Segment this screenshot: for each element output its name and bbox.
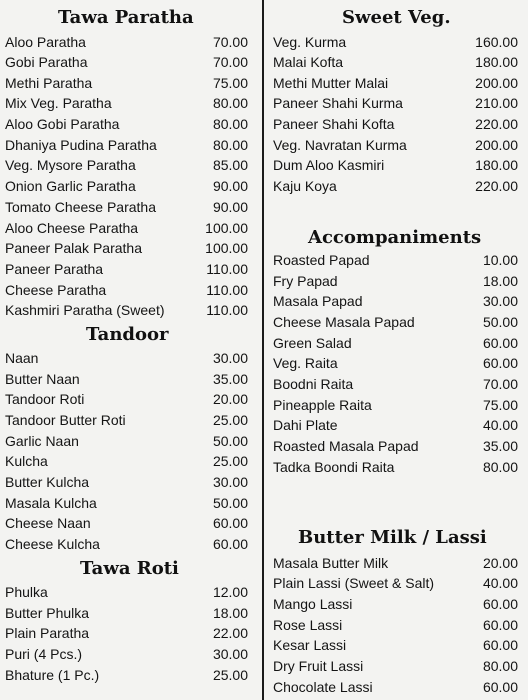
section-title-tawa-roti: Tawa Roti	[80, 558, 179, 579]
menu-item	[273, 73, 518, 93]
item-price: 10.00	[482, 252, 518, 268]
menu-item	[5, 623, 248, 643]
item-name: Mango Lassi	[273, 596, 353, 612]
item-name: Veg. Mysore Paratha	[5, 157, 136, 173]
item-price: 100.00	[205, 220, 248, 236]
menu-item	[273, 374, 518, 394]
item-name: Methi Paratha	[5, 75, 93, 91]
menu-item	[5, 259, 248, 279]
item-name: Tandoor Roti	[5, 391, 85, 407]
item-name: Aloo Gobi Paratha	[5, 116, 120, 132]
item-price: 35.00	[482, 438, 518, 454]
menu-item	[5, 389, 248, 409]
item-name: Fry Papad	[273, 273, 338, 289]
item-price: 60.00	[482, 596, 518, 612]
menu-item	[273, 615, 518, 635]
item-name: Butter Phulka	[5, 605, 90, 621]
item-price: 100.00	[205, 240, 248, 256]
item-name: Plain Paratha	[5, 625, 90, 641]
item-price: 80.00	[212, 137, 248, 153]
item-name: Dry Fruit Lassi	[273, 658, 364, 674]
menu-item	[273, 353, 518, 373]
item-price: 210.00	[475, 95, 518, 111]
item-name: Tomato Cheese Paratha	[5, 199, 156, 215]
item-price: 110.00	[206, 282, 248, 298]
menu-item	[5, 176, 248, 196]
item-name: Dum Aloo Kasmiri	[273, 157, 385, 173]
item-name: Plain Lassi (Sweet & Salt)	[273, 575, 435, 591]
menu-item	[273, 395, 518, 415]
menu-item	[5, 582, 248, 602]
menu-item	[5, 431, 248, 451]
item-name: Kesar Lassi	[273, 637, 347, 653]
item-price: 60.00	[212, 536, 248, 552]
item-price: 70.00	[212, 54, 248, 70]
item-name: Aloo Cheese Paratha	[5, 220, 139, 236]
menu-item	[273, 271, 518, 291]
menu-item	[273, 135, 518, 155]
item-name: Cheese Naan	[5, 515, 91, 531]
item-price: 22.00	[212, 625, 248, 641]
item-price: 18.00	[212, 605, 248, 621]
item-price: 40.00	[482, 575, 518, 591]
item-price: 180.00	[475, 54, 518, 70]
item-name: Mix Veg. Paratha	[5, 95, 112, 111]
menu-item	[273, 457, 518, 477]
item-price: 110.00	[206, 302, 248, 318]
item-price: 220.00	[475, 178, 518, 194]
item-price: 90.00	[212, 178, 248, 194]
menu-item	[5, 32, 248, 52]
item-name: Onion Garlic Paratha	[5, 178, 136, 194]
menu-item	[273, 52, 518, 72]
menu-item	[273, 93, 518, 113]
item-price: 35.00	[212, 371, 248, 387]
item-name: Tandoor Butter Roti	[5, 412, 126, 428]
item-price: 12.00	[212, 584, 248, 600]
menu-item	[273, 415, 518, 435]
item-name: Roasted Papad	[273, 252, 370, 268]
menu-item	[5, 135, 248, 155]
menu-item	[273, 573, 518, 593]
column-divider	[262, 0, 264, 700]
item-name: Malai Kofta	[273, 54, 344, 70]
item-price: 50.00	[482, 314, 518, 330]
item-name: Veg. Raita	[273, 355, 338, 371]
menu-item	[273, 176, 518, 196]
menu-item	[273, 291, 518, 311]
menu-item	[5, 93, 248, 113]
item-price: 80.00	[212, 116, 248, 132]
menu-item	[273, 436, 518, 456]
item-name: Puri (4 Pcs.)	[5, 646, 83, 662]
item-name: Kashmiri Paratha (Sweet)	[5, 302, 165, 318]
item-name: Cheese Kulcha	[5, 536, 100, 552]
item-price: 180.00	[475, 157, 518, 173]
menu-item	[5, 348, 248, 368]
item-price: 30.00	[482, 293, 518, 309]
item-name: Paneer Palak Paratha	[5, 240, 142, 256]
menu-item	[5, 644, 248, 664]
item-name: Butter Kulcha	[5, 474, 90, 490]
item-price: 30.00	[212, 350, 248, 366]
menu-item	[5, 52, 248, 72]
item-name: Cheese Paratha	[5, 282, 107, 298]
item-name: Methi Mutter Malai	[273, 75, 389, 91]
item-name: Paneer Shahi Kofta	[273, 116, 395, 132]
item-price: 160.00	[475, 34, 518, 50]
item-price: 60.00	[482, 617, 518, 633]
menu-item	[5, 218, 248, 238]
section-title-accompaniments: Accompaniments	[308, 227, 482, 248]
item-name: Roasted Masala Papad	[273, 438, 419, 454]
item-price: 90.00	[212, 199, 248, 215]
item-name: Rose Lassi	[273, 617, 343, 633]
section-title-tawa-paratha: Tawa Paratha	[58, 7, 194, 28]
menu-item	[273, 677, 518, 697]
menu-item	[273, 32, 518, 52]
menu-item	[5, 238, 248, 258]
menu-item	[273, 312, 518, 332]
item-price: 60.00	[482, 355, 518, 371]
item-price: 50.00	[212, 495, 248, 511]
menu-item	[5, 513, 248, 533]
item-name: Paneer Paratha	[5, 261, 104, 277]
item-name: Masala Kulcha	[5, 495, 97, 511]
menu-item	[273, 635, 518, 655]
item-price: 30.00	[212, 646, 248, 662]
item-price: 60.00	[212, 515, 248, 531]
menu-item	[5, 665, 248, 685]
item-price: 220.00	[475, 116, 518, 132]
item-price: 60.00	[482, 679, 518, 695]
menu-item	[273, 333, 518, 353]
menu-item	[5, 534, 248, 554]
menu-item	[5, 280, 248, 300]
item-price: 80.00	[482, 459, 518, 475]
item-name: Bhature (1 Pc.)	[5, 667, 100, 683]
item-name: Kulcha	[5, 453, 48, 469]
menu-item	[273, 155, 518, 175]
item-price: 75.00	[212, 75, 248, 91]
item-name: Masala Papad	[273, 293, 363, 309]
menu-item	[5, 451, 248, 471]
menu-item	[5, 603, 248, 623]
item-price: 70.00	[482, 376, 518, 392]
item-price: 85.00	[212, 157, 248, 173]
item-name: Masala Butter Milk	[273, 555, 389, 571]
menu-item	[5, 197, 248, 217]
item-price: 20.00	[482, 555, 518, 571]
item-price: 200.00	[475, 137, 518, 153]
menu-item	[5, 300, 248, 320]
item-name: Veg. Navratan Kurma	[273, 137, 407, 153]
item-price: 20.00	[212, 391, 248, 407]
item-price: 110.00	[206, 261, 248, 277]
section-title-butter-milk-lassi: Butter Milk / Lassi	[298, 527, 487, 548]
section-title-sweet-veg: Sweet Veg.	[342, 7, 451, 28]
item-price: 18.00	[482, 273, 518, 289]
item-name: Pineapple Raita	[273, 397, 372, 413]
item-price: 60.00	[482, 637, 518, 653]
menu-item	[5, 472, 248, 492]
item-name: Gobi Paratha	[5, 54, 88, 70]
item-price: 80.00	[482, 658, 518, 674]
item-price: 60.00	[482, 335, 518, 351]
item-name: Tadka Boondi Raita	[273, 459, 395, 475]
item-price: 25.00	[212, 412, 248, 428]
item-name: Butter Naan	[5, 371, 80, 387]
item-price: 50.00	[212, 433, 248, 449]
item-name: Cheese Masala Papad	[273, 314, 415, 330]
item-price: 75.00	[482, 397, 518, 413]
menu-item	[5, 369, 248, 389]
item-price: 30.00	[212, 474, 248, 490]
item-name: Phulka	[5, 584, 48, 600]
item-name: Kaju Koya	[273, 178, 337, 194]
menu-item	[5, 493, 248, 513]
menu-item	[5, 114, 248, 134]
menu-item	[5, 410, 248, 430]
menu-item	[273, 553, 518, 573]
item-price: 70.00	[212, 34, 248, 50]
menu-item	[273, 114, 518, 134]
item-name: Veg. Kurma	[273, 34, 347, 50]
menu-item	[273, 656, 518, 676]
item-name: Boodni Raita	[273, 376, 354, 392]
item-name: Dahi Plate	[273, 417, 338, 433]
item-name: Paneer Shahi Kurma	[273, 95, 403, 111]
item-name: Chocolate Lassi	[273, 679, 373, 695]
item-name: Naan	[5, 350, 39, 366]
item-price: 200.00	[475, 75, 518, 91]
menu-item	[273, 594, 518, 614]
item-price: 25.00	[212, 453, 248, 469]
item-price: 40.00	[482, 417, 518, 433]
menu-item	[5, 155, 248, 175]
item-name: Aloo Paratha	[5, 34, 86, 50]
menu-item	[5, 73, 248, 93]
item-price: 25.00	[212, 667, 248, 683]
menu-item	[273, 250, 518, 270]
item-name: Garlic Naan	[5, 433, 79, 449]
item-name: Dhaniya Pudina Paratha	[5, 137, 157, 153]
item-name: Green Salad	[273, 335, 352, 351]
item-price: 80.00	[212, 95, 248, 111]
section-title-tandoor: Tandoor	[86, 324, 169, 345]
